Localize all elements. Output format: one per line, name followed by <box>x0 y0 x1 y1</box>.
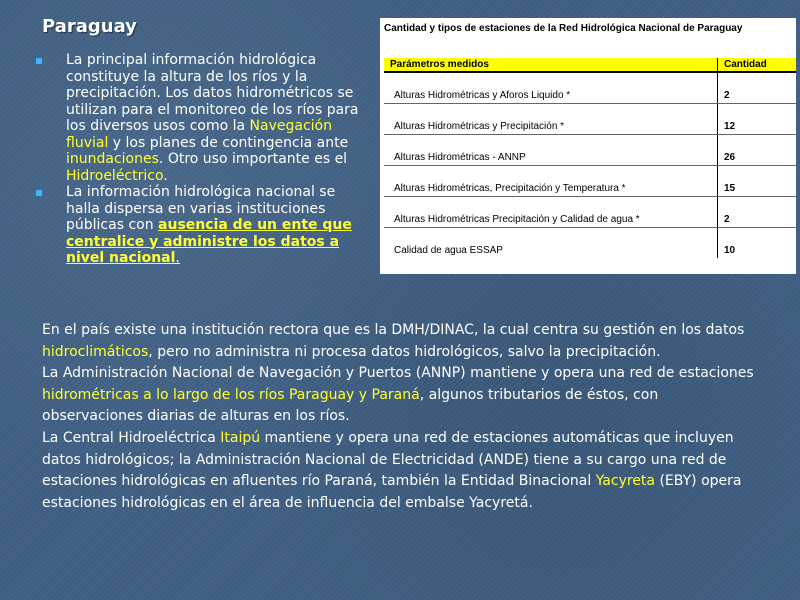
table-caption: Cantidad y tipos de estaciones de la Red Hidrológica Nacional de Paraguay <box>384 23 743 34</box>
highlighted-text: Itaipú <box>220 429 261 446</box>
highlighted-text: Navegación fluvial <box>66 118 332 151</box>
parameter-cell: Alturas Hidrométricas - ANNP <box>384 135 718 166</box>
highlighted-text: Hidroeléctrico <box>66 167 164 184</box>
bullet-item <box>34 52 368 184</box>
text-segment: , algunos tributarios de éstos, con observaciones diarias de alturas en los ríos. <box>42 386 659 425</box>
text-segment: . <box>163 167 168 184</box>
text-segment: En el país existe una institución rectora que es la DMH/DINAC, la cual centra su gestión en los datos <box>42 322 745 338</box>
table-row <box>384 104 796 135</box>
text-segment: La Central Hidroeléctrica <box>42 429 221 446</box>
header-parameters: Parámetros medidos <box>384 58 718 72</box>
quantity-cell: 2 <box>718 197 797 228</box>
body-paragraph <box>42 320 762 363</box>
body-text <box>42 320 762 514</box>
parameter-cell: Alturas Hidrométricas y Precipitación * <box>384 104 718 135</box>
slide-title: Paraguay <box>42 16 137 37</box>
text-segment: (EBY) opera estaciones hidrológicas en el área de influencia del embalse Yacyretá. <box>42 473 742 511</box>
bullet-item <box>34 184 368 267</box>
stations-table-panel <box>380 18 796 274</box>
text-segment: La Administración Nacional de Navegación y Puertos (ANNP) mantiene y opera una red de estaciones <box>42 365 754 382</box>
parameter-cell: Calidad de agua ESSAP <box>394 245 503 256</box>
highlighted-text: inundaciones <box>66 151 159 167</box>
text-segment: , pero no administra ni procesa datos hidrológicos, salvo la precipitación. <box>148 343 661 360</box>
highlighted-text: hidroclimáticos <box>42 343 149 360</box>
text-segment: . Otro uso importante es el <box>158 151 348 167</box>
highlighted-text: Yacyreta <box>595 473 656 490</box>
header-quantity: Cantidad <box>718 58 797 72</box>
body-paragraph <box>42 428 762 514</box>
highlighted-text: hidrométricas a lo largo de los ríos Paraguay y Paraná <box>42 386 420 403</box>
bullet-list <box>34 52 368 267</box>
table-row <box>384 166 796 197</box>
quantity-cell: 10 <box>718 228 797 259</box>
quantity-cell: 2 <box>718 72 797 104</box>
table-header-row <box>384 58 796 72</box>
table-row <box>384 197 796 228</box>
table-row <box>384 228 796 259</box>
table-row <box>384 72 796 104</box>
text-segment: y los planes de contingencia ante <box>108 134 349 151</box>
text-segment: mantiene y opera una red de estaciones automáticas que incluyen datos hidrológicos; la Administración Nacional de Electricidad (ANDE) tiene a su cargo una red de estaciones hidrológicas en afluentes río Paraná, también la Entidad Binacional <box>42 429 734 490</box>
text-segment: La principal información hidrológica constituye la altura de los ríos y la precipitación. Los datos hidrométricos se utilizan para el monitoreo de los ríos para los diversos usos como la <box>66 52 359 134</box>
text-segment: La información hidrológica nacional se halla dispersa en varias instituciones públicas con <box>66 184 336 233</box>
quantity-cell: 26 <box>718 135 797 166</box>
parameter-cell: Alturas Hidrométricas, Precipitación y Temperatura * <box>384 166 718 197</box>
body-paragraph <box>42 363 762 428</box>
highlighted-text: ausencia de un ente que centralice y administre los datos a nivel nacional <box>66 217 352 266</box>
parameter-cell: Alturas Hidrométricas y Aforos Liquido * <box>384 72 718 104</box>
square-bullet-icon <box>36 58 42 64</box>
quantity-cell: 12 <box>718 104 797 135</box>
quantity-cell: 15 <box>718 166 797 197</box>
parameter-cell: Alturas Hidrométricas Precipitación y Calidad de agua * <box>384 197 718 228</box>
square-bullet-icon <box>36 190 42 196</box>
highlighted-text: . <box>175 250 180 266</box>
table-row <box>384 135 796 166</box>
stations-table <box>384 58 796 258</box>
